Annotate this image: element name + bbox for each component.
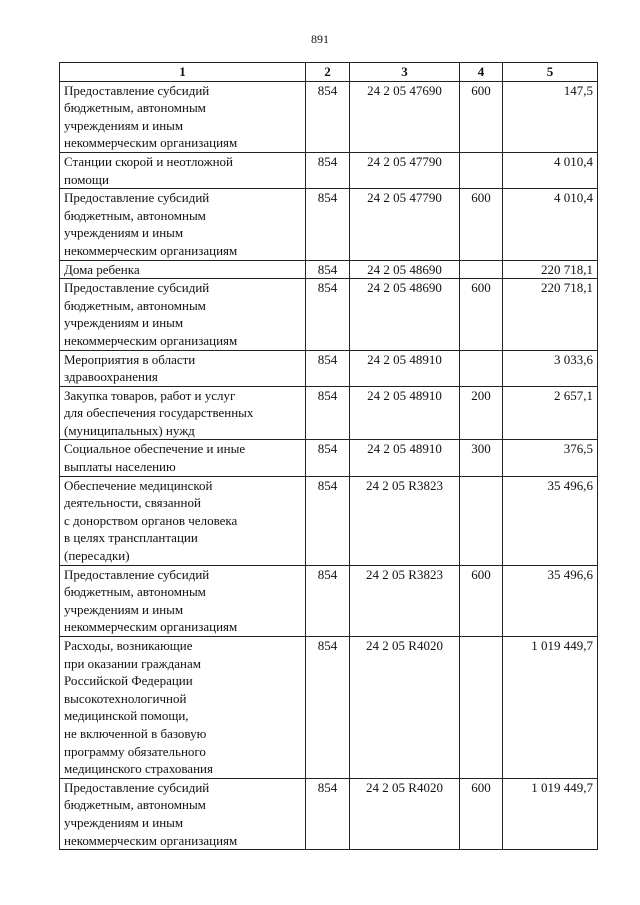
row-name-text: Мероприятия в области здравоохранения (64, 351, 196, 385)
row-ministry-text: 854 (317, 779, 338, 795)
row-ministry-text: 854 (317, 441, 338, 457)
row-name-text: Закупка товаров, работ и услуг для обеспечения государственных (муниципальных) нужд (64, 387, 254, 438)
row-name-cell (60, 189, 306, 260)
table-header-row (60, 63, 598, 82)
row-ministry-cell (306, 81, 350, 152)
row-type-cell (460, 152, 503, 188)
table-row (60, 637, 598, 779)
table-row (60, 350, 598, 386)
row-target-text: 24 2 05 R3823 (366, 566, 443, 582)
row-ministry-cell (306, 350, 350, 386)
row-amount-cell (503, 81, 598, 152)
table-row (60, 778, 598, 849)
row-name-text: Дома ребенка (64, 261, 140, 277)
row-target-text: 24 2 05 48690 (367, 261, 442, 277)
row-target-text: 24 2 05 48910 (367, 441, 442, 457)
row-target-text: 24 2 05 47790 (367, 190, 442, 206)
row-ministry-text: 854 (317, 351, 338, 367)
row-target-text: 24 2 05 48690 (367, 280, 442, 296)
row-target-text: 24 2 05 47790 (367, 153, 442, 169)
column-header-5: 5 (503, 63, 598, 82)
row-type-cell (460, 386, 503, 440)
row-ministry-cell (306, 279, 350, 350)
row-ministry-cell (306, 152, 350, 188)
row-name-cell (60, 350, 306, 386)
row-ministry-text: 854 (317, 387, 338, 403)
table-row (60, 386, 598, 440)
row-target-cell (350, 189, 460, 260)
column-header-1: 1 (60, 63, 306, 82)
row-name-cell (60, 778, 306, 849)
row-amount-text: 4 010,4 (554, 153, 593, 169)
row-type-cell (460, 279, 503, 350)
row-name-cell (60, 279, 306, 350)
row-target-cell (350, 386, 460, 440)
column-header-4: 4 (460, 63, 503, 82)
row-ministry-text: 854 (317, 82, 338, 98)
row-target-cell (350, 440, 460, 476)
row-name-text: Расходы, возникающие при оказании гражданам Российской Федерации высокотехнологичной медицинской помощи, не включенной в базовую программу обязательного медицинского страхования (64, 638, 213, 777)
row-target-text: 24 2 05 48910 (367, 351, 442, 367)
row-ministry-text: 854 (317, 153, 338, 169)
row-ministry-text: 854 (317, 190, 338, 206)
row-type-cell (460, 189, 503, 260)
row-ministry-text: 854 (317, 477, 338, 493)
row-target-cell (350, 260, 460, 279)
row-amount-text: 35 496,6 (547, 477, 593, 493)
table-row (60, 440, 598, 476)
row-type-text: 300 (471, 441, 491, 457)
row-ministry-cell (306, 440, 350, 476)
row-name-text: Обеспечение медицинской деятельности, связанной с донорством органов человека в целях трансплантации (пересадки) (64, 477, 238, 564)
row-target-cell (350, 152, 460, 188)
row-type-text: 200 (471, 387, 491, 403)
row-name-cell (60, 637, 306, 779)
page-number: 891 (311, 32, 329, 46)
row-type-text: 600 (471, 566, 491, 582)
row-name-cell (60, 476, 306, 565)
row-target-text: 24 2 05 47690 (367, 82, 442, 98)
row-name-cell (60, 81, 306, 152)
row-ministry-cell (306, 637, 350, 779)
row-type-text: 600 (471, 190, 491, 206)
row-amount-text: 147,5 (563, 82, 593, 98)
row-amount-cell (503, 260, 598, 279)
row-name-text: Предоставление субсидий бюджетным, автономным учреждениям и иным некоммерческим организациям (64, 779, 238, 848)
row-name-text: Социальное обеспечение и иные выплаты населению (64, 441, 246, 475)
table-row (60, 152, 598, 188)
row-target-text: 24 2 05 48910 (367, 387, 442, 403)
row-ministry-text: 854 (317, 638, 338, 653)
column-header-2: 2 (306, 63, 350, 82)
row-type-cell (460, 637, 503, 779)
row-target-text: 24 2 05 R3823 (366, 477, 443, 493)
row-type-text: 600 (471, 779, 491, 795)
row-name-text: Предоставление субсидий бюджетным, автономным учреждениям и иным некоммерческим организациям (64, 82, 238, 151)
row-target-cell (350, 350, 460, 386)
row-name-text: Предоставление субсидий бюджетным, автономным учреждениям и иным некоммерческим организациям (64, 280, 238, 348)
row-ministry-cell (306, 189, 350, 260)
row-type-cell (460, 260, 503, 279)
row-type-text: 600 (471, 82, 491, 98)
row-amount-text: 1 019 449,7 (531, 779, 593, 795)
row-amount-text: 376,5 (563, 441, 593, 457)
row-ministry-cell (306, 565, 350, 636)
budget-table (59, 62, 598, 850)
row-target-cell (350, 778, 460, 849)
row-name-cell (60, 260, 306, 279)
table-row (60, 476, 598, 565)
row-amount-cell (503, 637, 598, 779)
row-ministry-text: 854 (317, 280, 338, 296)
row-type-cell (460, 476, 503, 565)
table-row (60, 565, 598, 636)
row-amount-cell (503, 152, 598, 188)
row-amount-text: 3 033,6 (554, 351, 593, 367)
row-amount-text: 1 019 449,7 (531, 638, 593, 653)
row-amount-cell (503, 440, 598, 476)
row-type-cell (460, 565, 503, 636)
column-header-3: 3 (350, 63, 460, 82)
table-row (60, 260, 598, 279)
row-amount-cell (503, 279, 598, 350)
row-amount-cell (503, 189, 598, 260)
row-name-cell (60, 152, 306, 188)
row-amount-cell (503, 476, 598, 565)
table-row (60, 189, 598, 260)
row-target-text: 24 2 05 R4020 (366, 638, 443, 653)
row-amount-text: 35 496,6 (547, 566, 593, 582)
row-type-cell (460, 81, 503, 152)
row-name-cell (60, 440, 306, 476)
row-type-cell (460, 440, 503, 476)
row-target-cell (350, 81, 460, 152)
row-type-cell (460, 778, 503, 849)
row-target-text: 24 2 05 R4020 (366, 779, 443, 795)
table-row (60, 279, 598, 350)
row-target-cell (350, 279, 460, 350)
row-name-text: Станции скорой и неотложной помощи (64, 153, 233, 187)
row-name-cell (60, 386, 306, 440)
row-type-cell (460, 350, 503, 386)
row-amount-text: 2 657,1 (554, 387, 593, 403)
row-ministry-text: 854 (317, 261, 338, 277)
row-ministry-text: 854 (317, 566, 338, 582)
row-type-text: 600 (471, 280, 491, 296)
row-name-text: Предоставление субсидий бюджетным, автономным учреждениям и иным некоммерческим организациям (64, 566, 238, 635)
row-amount-text: 220 718,1 (541, 280, 593, 296)
table-body (60, 81, 598, 850)
row-amount-cell (503, 350, 598, 386)
row-ministry-cell (306, 778, 350, 849)
row-ministry-cell (306, 386, 350, 440)
row-target-cell (350, 565, 460, 636)
row-amount-text: 220 718,1 (541, 261, 593, 277)
row-amount-cell (503, 386, 598, 440)
row-amount-cell (503, 778, 598, 849)
row-name-cell (60, 565, 306, 636)
row-amount-cell (503, 565, 598, 636)
row-amount-text: 4 010,4 (554, 190, 593, 206)
row-target-cell (350, 476, 460, 565)
table-row (60, 81, 598, 152)
row-name-text: Предоставление субсидий бюджетным, автономным учреждениям и иным некоммерческим организациям (64, 190, 238, 258)
row-ministry-cell (306, 476, 350, 565)
row-ministry-cell (306, 260, 350, 279)
row-target-cell (350, 637, 460, 779)
